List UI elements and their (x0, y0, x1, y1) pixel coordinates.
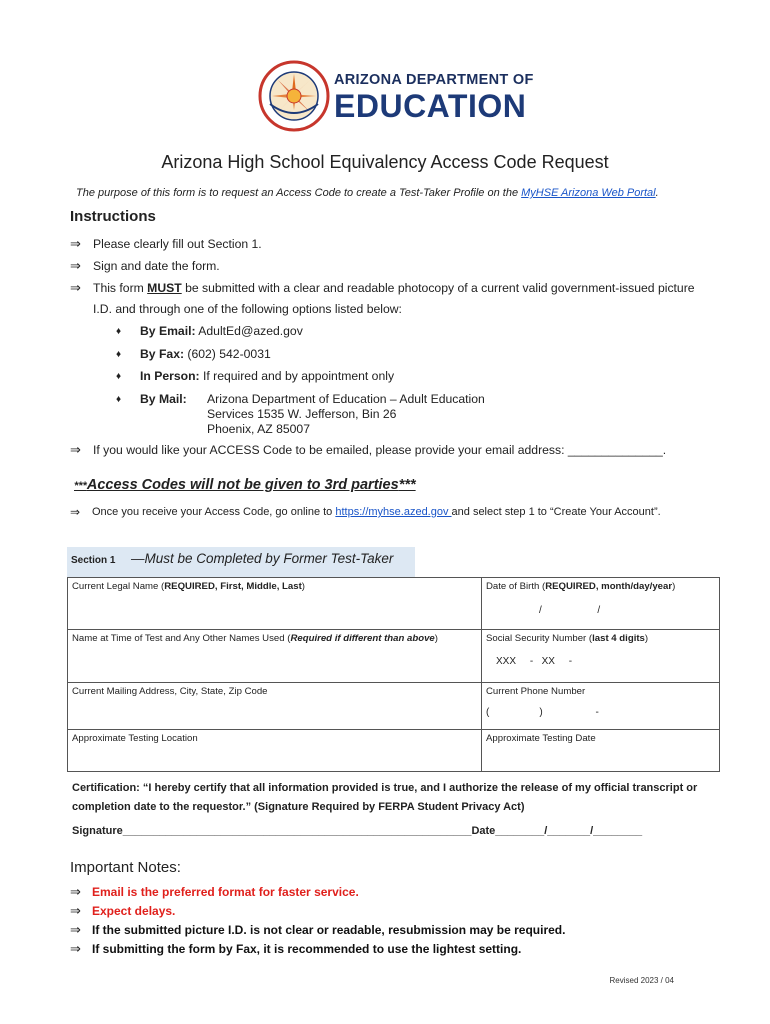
arrow-icon: ⇒ (70, 258, 81, 273)
no-third-parties-notice (74, 477, 416, 493)
mail-label: By Mail: (140, 392, 187, 406)
dob-post: ) (672, 581, 676, 592)
revision-date: Revised 2023 / 04 (609, 976, 674, 985)
myhse-url-link[interactable]: https://myhse.azed.gov (335, 506, 452, 518)
instruction-3-post: be submitted with a clear and readable photocopy of a current valid government-issued picture (181, 281, 695, 295)
purpose-end: . (655, 187, 659, 199)
testing-location-field[interactable] (68, 730, 482, 772)
mail-address-line2: Services 1535 W. Jefferson, Bin 26 (207, 407, 397, 421)
phone-field[interactable] (482, 683, 720, 730)
arrow-icon: ⇒ (70, 236, 81, 251)
legal-name-post: ) (301, 581, 305, 592)
ssn-last4: last 4 digits (592, 633, 645, 644)
online-pre: Once you receive your Access Code, go online to (92, 506, 336, 518)
purpose-lead: The purpose of this form is to request an Access Code to create a Test-Taker Profile on the (76, 187, 522, 199)
dob-pre: Date of Birth ( (486, 581, 546, 592)
legal-name-required: REQUIRED, First, Middle, Last (164, 581, 302, 592)
notice-stars-right: *** (398, 477, 416, 493)
arrow-icon: ⇒ (70, 505, 81, 519)
arrow-icon: ⇒ (70, 280, 81, 295)
dob-required: REQUIRED, month/day/year (545, 581, 673, 592)
certification-statement: Certification: “I hereby certify that all information provided is true, and I authorize the release of my official transcript or completion date to the requestor.” (Signature Required by FERPA Student Privacy Act) (72, 782, 698, 813)
online-instruction (92, 506, 661, 518)
logo-dept-text: ARIZONA DEPARTMENT OF (334, 72, 534, 88)
legal-name-pre: Current Legal Name ( (72, 581, 165, 592)
other-names-post: ) (434, 633, 438, 644)
option-mail-label (140, 392, 187, 406)
logo-education-text: EDUCATION (334, 88, 527, 124)
diamond-bullet-icon: ♦ (116, 326, 122, 337)
testing-date-label: Approximate Testing Date (486, 733, 596, 744)
legal-name-label (72, 581, 305, 592)
dob-label (486, 581, 675, 592)
option-fax (140, 347, 271, 361)
ssn-post: ) (644, 633, 649, 644)
person-label: In Person: (140, 369, 200, 383)
note-email-preferred: Email is the preferred format for faster service. (92, 885, 359, 899)
diamond-bullet-icon: ♦ (116, 394, 122, 405)
dob-slashes: / / (539, 605, 601, 616)
arrow-icon: ⇒ (70, 442, 81, 457)
note-resubmission: If the submitted picture I.D. is not clear or readable, resubmission may be required. (92, 923, 566, 937)
instruction-1: Please clearly fill out Section 1. (93, 237, 262, 251)
must-emphasis: MUST (147, 281, 182, 295)
instruction-3 (93, 281, 695, 295)
testing-date-field[interactable] (482, 730, 720, 772)
section-1-subtitle: —Must be Completed by Former Test-Taker (131, 551, 394, 566)
legal-name-field[interactable] (68, 578, 482, 630)
instruction-4: If you would like your ACCESS Code to be emailed, please provide your email address: ______________. (93, 443, 667, 457)
other-names-label (72, 633, 438, 644)
mail-address-line1: Arizona Department of Education – Adult Education (207, 392, 485, 406)
mailing-address-field[interactable] (68, 683, 482, 730)
person-value: If required and by appointment only (199, 369, 395, 383)
online-post: and select step 1 to “Create Your Account”. (451, 506, 661, 518)
arrow-icon: ⇒ (70, 884, 81, 899)
ssn-mask: XXX - XX - (496, 656, 573, 667)
section-1-form (67, 577, 720, 772)
diamond-bullet-icon: ♦ (116, 349, 122, 360)
other-names-required: Required if different than above (290, 633, 435, 644)
fax-label: By Fax: (140, 347, 185, 361)
instructions-heading: Instructions (70, 208, 156, 225)
ade-logo (258, 60, 538, 132)
important-notes-heading: Important Notes: (70, 859, 181, 876)
ssn-label (486, 633, 648, 644)
instruction-3-pre: This form (93, 281, 148, 295)
signature-date-line[interactable]: Signature_________________________________________________________Date________/_______/________ (72, 825, 643, 837)
arrow-icon: ⇒ (70, 903, 81, 918)
purpose-text (76, 187, 659, 199)
other-names-field[interactable] (68, 630, 482, 683)
option-email (140, 324, 303, 338)
note-expect-delays: Expect delays. (92, 904, 176, 918)
instruction-2: Sign and date the form. (93, 259, 220, 273)
ssn-pre: Social Security Number ( (486, 633, 593, 644)
dob-field[interactable] (482, 578, 720, 630)
diamond-bullet-icon: ♦ (116, 371, 122, 382)
page-title: Arizona High School Equivalency Access Code Request (161, 152, 609, 172)
option-in-person (140, 369, 394, 383)
notice-stars-left: *** (74, 480, 87, 492)
phone-label: Current Phone Number (486, 686, 586, 697)
fax-value: (602) 542-0031 (184, 347, 271, 361)
arrow-icon: ⇒ (70, 941, 81, 956)
notice-text: Access Codes will not be given to 3rd parties (86, 477, 399, 493)
email-value: AdultEd@azed.gov (195, 324, 303, 338)
note-fax-setting: If submitting the form by Fax, it is recommended to use the lightest setting. (92, 942, 522, 956)
email-label: By Email: (140, 324, 196, 338)
mail-address-line3: Phoenix, AZ 85007 (207, 422, 310, 436)
state-seal-icon (258, 60, 330, 132)
mailing-address-label: Current Mailing Address, City, State, Zip Code (72, 686, 268, 697)
phone-mask: ( ) - (486, 707, 599, 718)
instruction-3-line2: I.D. and through one of the following options listed below: (93, 302, 402, 316)
other-names-pre: Name at Time of Test and Any Other Names Used ( (72, 633, 291, 644)
arrow-icon: ⇒ (70, 922, 81, 937)
testing-location-label: Approximate Testing Location (72, 733, 198, 744)
myhse-portal-link[interactable]: MyHSE Arizona Web Portal (521, 187, 656, 199)
section-1-label: Section 1 (71, 555, 116, 566)
ssn-field[interactable] (482, 630, 720, 683)
section-1-header (67, 547, 415, 577)
